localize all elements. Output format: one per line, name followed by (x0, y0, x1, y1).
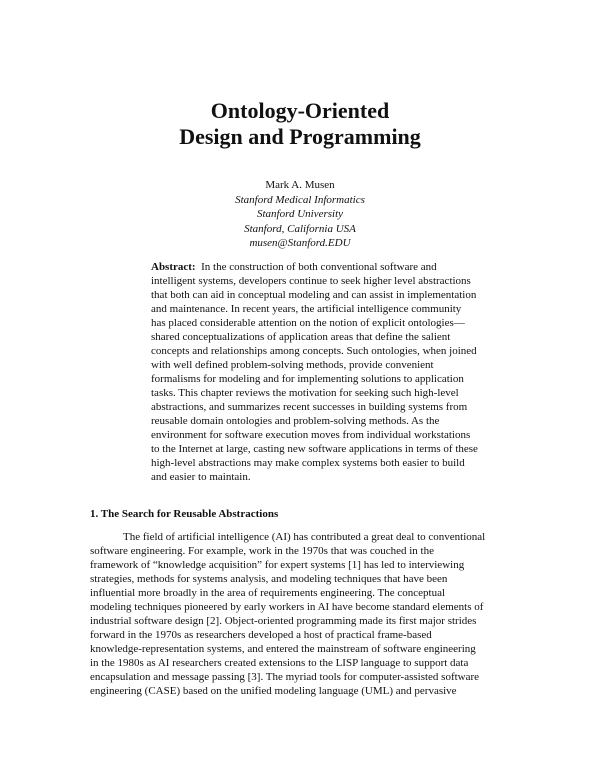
abstract-label: Abstract: (151, 261, 196, 273)
author-name: Mark A. Musen (265, 179, 335, 191)
body-line: knowledge-representation systems, and entered the mainstream of software engineering (90, 643, 476, 655)
abstract-line: abstractions, and summarizes recent successes in building systems from (151, 401, 468, 413)
body-line: modeling techniques pioneered by early workers in AI have become standard elements of (90, 601, 484, 613)
abstract-line: with well defined problem-solving methods, provide convenient (151, 359, 434, 371)
abstract-line (151, 260, 486, 274)
author-affiliation-2: Stanford University (256, 208, 344, 220)
abstract-line: intelligent systems, developers continue to seek higher level abstractions (151, 275, 471, 287)
body-line: engineering (CASE) based on the unified modeling language (UML) and pervasive (90, 685, 457, 697)
abstract-line: tasks. This chapter reviews the motivation for seeking such high-level (151, 387, 459, 399)
abstract-line: shared conceptualizations of application areas that define the salient (151, 331, 451, 343)
abstract-line: concepts and relationships among concepts. Such ontologies, when joined (151, 345, 477, 357)
body-line: software engineering. For example, work in the 1970s that was couched in the (90, 545, 434, 557)
section-heading: 1. The Search for Reusable Abstractions (90, 508, 279, 520)
section-body (90, 530, 510, 698)
title-line-1: Ontology-Oriented (210, 98, 390, 123)
body-line: in the 1980s as AI researchers created extensions to the LISP language to support data (90, 657, 469, 669)
body-line: framework of “knowledge acquisition” for expert systems [1] has led to interviewing (90, 559, 465, 571)
body-line: encapsulation and message passing [3]. The myriad tools for computer-assisted software (90, 671, 480, 683)
abstract-line: to the Internet at large, casting new software applications in terms of these (151, 443, 478, 455)
abstract-line: reusable domain ontologies and problem-solving methods. As the (151, 415, 440, 427)
author-affiliation-1: Stanford Medical Informatics (235, 193, 365, 206)
title-line-2: Design and Programming (179, 124, 421, 149)
abstract-line: environment for software execution moves from individual workstations (151, 429, 471, 441)
abstract-line: that both can aid in conceptual modeling and can assist in implementation (151, 289, 477, 301)
author-location: Stanford, California USA (244, 222, 356, 235)
body-line: influential more broadly in the area of requirements engineering. The conceptual (90, 587, 446, 599)
author-block (0, 178, 600, 251)
abstract-line: formalisms for modeling and for implementing solutions to application (151, 373, 464, 385)
abstract-line: and easier to maintain. (151, 471, 251, 483)
body-line: forward in the 1970s as researchers developed a host of practical frame-based (90, 629, 432, 641)
body-line: strategies, methods for systems analysis, and modeling techniques that have been (90, 573, 448, 585)
abstract (151, 260, 486, 484)
author-email: musen@Stanford.EDU (249, 237, 351, 249)
abstract-line: and maintenance. In recent years, the artificial intelligence community (151, 303, 462, 315)
abstract-line: has placed considerable attention on the notion of explicit ontologies— (151, 317, 465, 329)
body-line: industrial software design [2]. Object-oriented programming made its first major strides (90, 615, 477, 627)
abstract-line: high-level abstractions may make complex systems both easier to build (151, 457, 465, 469)
abstract-line-text: In the construction of both conventional software and (201, 261, 437, 273)
body-line: The field of artificial intelligence (AI) has contributed a great deal to conventional (123, 531, 486, 543)
